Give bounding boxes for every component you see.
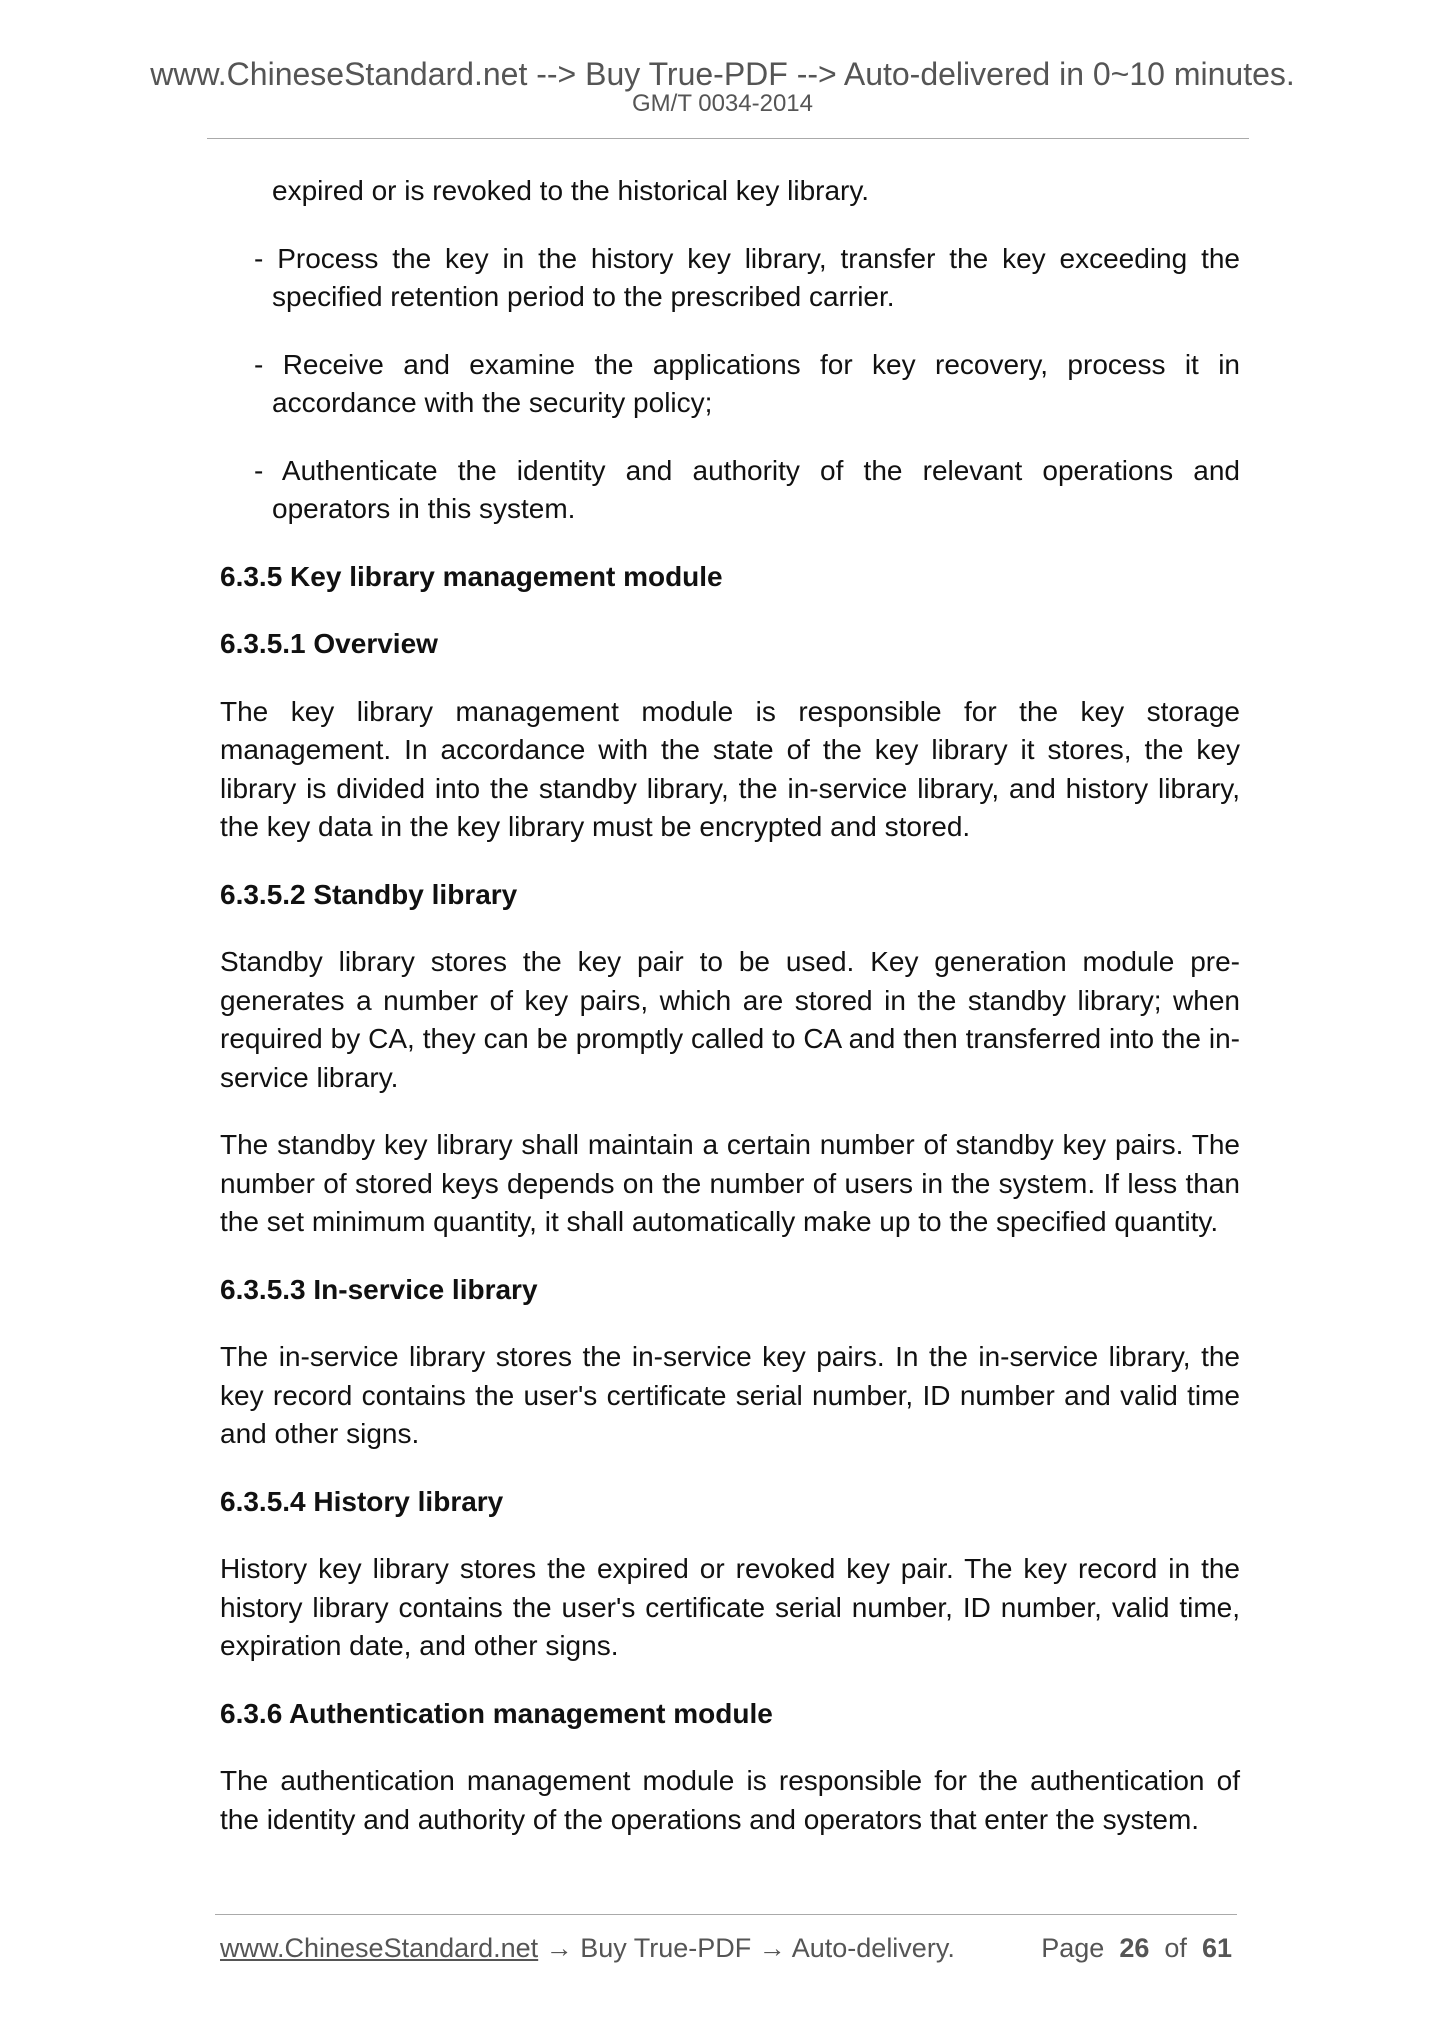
total-pages: 61 (1201, 1933, 1232, 1963)
list-item: - Receive and examine the applications for key recovery, process it in accordance with the security policy; (254, 348, 1240, 418)
paragraph-overview: The key library management module is responsible for the key storage management. In accordance with the state of the key library it stores, the key library is divided into the standby library, the in-service library, and history library, the key data in the key library must be encrypted and stored. (220, 695, 1240, 842)
page-indicator (1041, 1932, 1232, 1964)
header-divider (207, 138, 1249, 139)
paragraph-standby-2: The standby key library shall maintain a certain number of standby key pairs. The number of stored keys depends on the number of users in the system. If less than the set minimum quantity, it shall automatically make up to the specified quantity. (220, 1129, 1240, 1237)
paragraph-standby-1: Standby library stores the key pair to be used. Key generation module pre-generates a number of key pairs, which are stored in the standby library; when required by CA, they can be promptly called to CA and then transferred into the in-service library. (220, 946, 1240, 1093)
footer-tagline: → Buy True-PDF → Auto-delivery. (538, 1933, 955, 1963)
footer-divider (215, 1914, 1237, 1915)
section-heading-6-3-5-2: 6.3.5.2 Standby library (220, 878, 518, 910)
list-item: - Authenticate the identity and authority of the relevant operations and operators in this system. (254, 454, 1240, 524)
paragraph-history: History key library stores the expired or revoked key pair. The key record in the history library contains the user's certificate serial number, ID number, valid time, expiration date, and other signs. (220, 1553, 1240, 1661)
document-body (220, 172, 1240, 1868)
section-heading-6-3-6: 6.3.6 Authentication management module (220, 1697, 773, 1729)
page-number: 26 (1119, 1933, 1150, 1963)
list-item: - Process the key in the history key library, transfer the key exceeding the specified retention period to the prescribed carrier. (254, 242, 1240, 312)
footer-site-link[interactable]: www.ChineseStandard.net (220, 1933, 539, 1963)
of-label: of (1164, 1933, 1187, 1963)
section-heading-6-3-5-1: 6.3.5.1 Overview (220, 628, 438, 659)
paragraph-in-service: The in-service library stores the in-service key pairs. In the in-service library, the key record contains the user's certificate serial number, ID number and valid time and other signs. (220, 1341, 1240, 1449)
page-label: Page (1041, 1933, 1105, 1963)
section-heading-6-3-5-4: 6.3.5.4 History library (220, 1485, 504, 1517)
section-heading-6-3-5-3: 6.3.5.3 In-service library (220, 1273, 538, 1305)
footer-left (220, 1932, 955, 1964)
paragraph-authentication: The authentication management module is responsible for the authentication of the identity and authority of the operations and operators that enter the system. (220, 1765, 1240, 1835)
continuation-text: expired or is revoked to the historical key library. (272, 175, 870, 206)
standard-code: GM/T 0034-2014 (632, 90, 813, 117)
header-banner: www.ChineseStandard.net --> Buy True-PDF --> Auto-delivered in 0~10 minutes. (150, 56, 1295, 92)
section-heading-6-3-5: 6.3.5 Key library management module (220, 560, 723, 592)
